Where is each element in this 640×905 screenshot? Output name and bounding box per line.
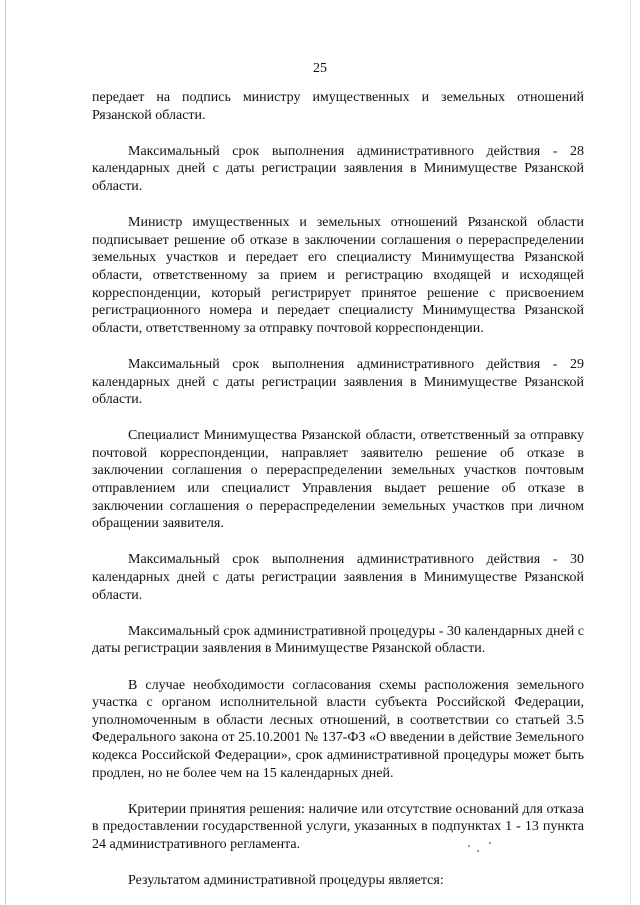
paragraph: Специалист Минимущества Рязанской области, ответственный за отправку почтовой корреспонденции, направляет заявителю решение об отказе в заключении соглашения о перераспределении земельных участков почтовым отправлением или специалист Управления выдает решение об отказе в заключении соглашения о перераспределении земельных участков при личном обращении заявителя. (92, 428, 584, 532)
paragraph: В случае необходимости согласования схемы расположения земельного участка с органом исполнительной власти субъекта Российской Федерации, уполномоченным в области лесных отношений, в соответствии со статьей 3.5 Федерального закона от 25.10.2001 № 137-ФЗ «О введении в действие Земельного кодекса Российской Федерации», срок административной процедуры может быть продлен, но не более чем на 15 календарных дней. (92, 677, 584, 781)
page-number: 25 (313, 61, 327, 76)
scan-speck (477, 850, 479, 852)
scan-speck (489, 842, 491, 844)
paragraph: Максимальный срок административной процедуры - 30 календарных дней с даты регистрации заявления в Минимуществе Рязанской области. (92, 623, 584, 657)
paragraph: передает на подпись министру имущественных и земельных отношений Рязанской области. (92, 90, 584, 123)
scan-left-edge (5, 0, 6, 905)
paragraph: Критерии принятия решения: наличие или отсутствие оснований для отказа в предоставлении государственной услуги, указанных в подпунктах 1 - 13 пункта 24 административного регламента. (92, 801, 584, 852)
scan-right-edge (630, 0, 631, 905)
paragraph: Максимальный срок выполнения административного действия - 30 календарных дней с даты регистрации заявления в Минимуществе Рязанской области. (92, 552, 584, 603)
body-text (92, 89, 584, 890)
paragraph: Результатом административной процедуры является: (128, 873, 444, 889)
paragraph: Министр имущественных и земельных отношений Рязанской области подписывает решение об отказе в заключении соглашения о перераспределении земельных участков и передает его специалисту Минимущества Рязанской области, ответственному за прием и регистрацию входящей и исходящей корреспонденции, который регистрирует принятое решение с присвоением регистрационного номера и передает специалисту Минимущества Рязанской области, ответственному за отправку почтовой корреспонденции. (92, 215, 584, 336)
scan-speck (468, 845, 470, 847)
paragraph: Максимальный срок выполнения административного действия - 28 календарных дней с даты регистрации заявления в Минимуществе Рязанской области. (92, 143, 584, 194)
paragraph: Максимальный срок выполнения административного действия - 29 календарных дней с даты регистрации заявления в Минимуществе Рязанской области. (92, 356, 584, 408)
